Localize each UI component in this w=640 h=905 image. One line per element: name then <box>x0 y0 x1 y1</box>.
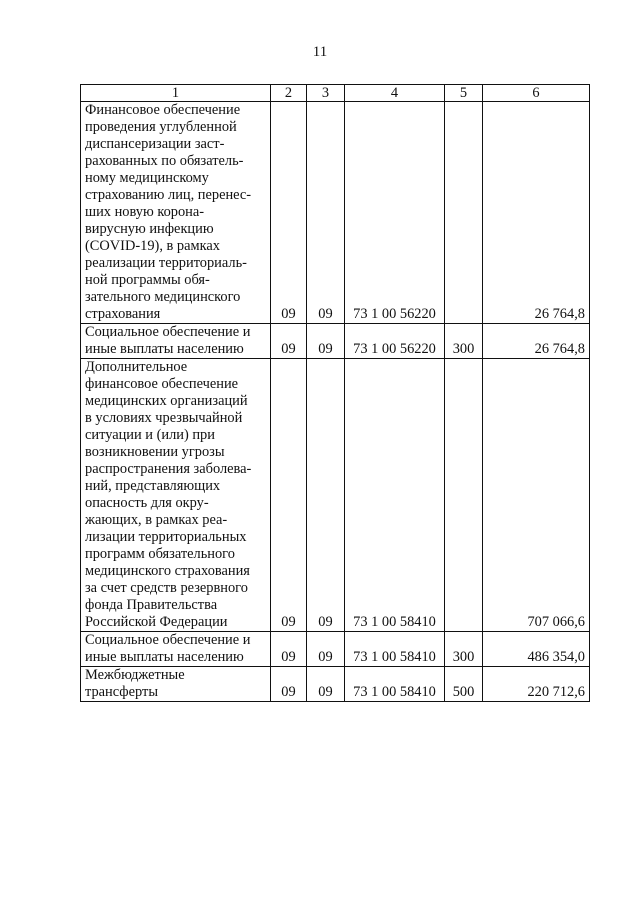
table-row <box>81 632 590 667</box>
row-amount: 220 712,6 <box>483 667 590 702</box>
description-line: за счет средств резервного <box>85 580 248 596</box>
description-line: страхованию лиц, перенес- <box>85 187 252 203</box>
description-line: диспансеризации заст- <box>85 136 225 152</box>
description-line: программ обязательного <box>85 546 235 562</box>
description-line: Социальное обеспечение и <box>85 632 251 648</box>
description-line: лизации территориальных <box>85 529 247 545</box>
row-expense-type: 500 <box>445 667 483 702</box>
description-line: иные выплаты населению <box>85 341 244 357</box>
table-body <box>81 102 590 702</box>
row-expense-type: 300 <box>445 632 483 667</box>
row-expense-type <box>445 359 483 632</box>
row-section: 09 <box>271 102 307 324</box>
table-row <box>81 667 590 702</box>
row-target-article: 73 1 00 58410 <box>345 667 445 702</box>
description-line: ситуации и (или) при <box>85 427 215 443</box>
row-target-article: 73 1 00 56220 <box>345 324 445 359</box>
row-description <box>81 102 271 324</box>
row-subsection: 09 <box>307 102 345 324</box>
description-line: жающих, в рамках реа- <box>85 512 228 528</box>
description-line: Финансовое обеспечение <box>85 102 241 118</box>
description-line: (COVID-19), в рамках <box>85 238 220 254</box>
row-section: 09 <box>271 324 307 359</box>
row-amount: 26 764,8 <box>483 102 590 324</box>
description-line: опасность для окру- <box>85 495 209 511</box>
description-line: медицинского страхования <box>85 563 250 579</box>
budget-table <box>80 84 590 702</box>
row-section: 09 <box>271 359 307 632</box>
description-line: трансферты <box>85 684 158 700</box>
header-row <box>81 85 590 102</box>
row-section: 09 <box>271 632 307 667</box>
description-line: Социальное обеспечение и <box>85 324 251 340</box>
header-col-2: 2 <box>271 85 307 102</box>
row-target-article: 73 1 00 58410 <box>345 632 445 667</box>
description-line: Межбюджетные <box>85 667 185 683</box>
description-line: ному медицинскому <box>85 170 209 186</box>
description-line: ной программы обя- <box>85 272 210 288</box>
description-line: проведения углубленной <box>85 119 237 135</box>
row-expense-type <box>445 102 483 324</box>
description-line: возникновении угрозы <box>85 444 225 460</box>
row-description <box>81 632 271 667</box>
description-line: зательного медицинского <box>85 289 241 305</box>
description-line: реализации территориаль- <box>85 255 247 271</box>
header-col-6: 6 <box>483 85 590 102</box>
description-line: медицинских организаций <box>85 393 248 409</box>
description-line: иные выплаты населению <box>85 649 244 665</box>
page-number: 11 <box>312 44 328 60</box>
row-subsection: 09 <box>307 632 345 667</box>
description-line: вирусную инфекцию <box>85 221 214 237</box>
description-line: рахованных по обязатель- <box>85 153 244 169</box>
header-col-3: 3 <box>307 85 345 102</box>
description-line: ний, представляющих <box>85 478 221 494</box>
description-line: Дополнительное <box>85 359 188 375</box>
row-expense-type: 300 <box>445 324 483 359</box>
table-row <box>81 102 590 324</box>
description-line: ших новую корона- <box>85 204 205 220</box>
row-subsection: 09 <box>307 359 345 632</box>
description-line: финансовое обеспечение <box>85 376 239 392</box>
row-subsection: 09 <box>307 667 345 702</box>
header-col-4: 4 <box>345 85 445 102</box>
table-row <box>81 324 590 359</box>
header-col-1: 1 <box>81 85 271 102</box>
row-amount: 486 354,0 <box>483 632 590 667</box>
row-amount: 707 066,6 <box>483 359 590 632</box>
row-amount: 26 764,8 <box>483 324 590 359</box>
row-section: 09 <box>271 667 307 702</box>
row-description <box>81 324 271 359</box>
description-line: в условиях чрезвычайной <box>85 410 243 426</box>
row-description <box>81 359 271 632</box>
description-line: страхования <box>85 306 161 322</box>
description-line: фонда Правительства <box>85 597 218 613</box>
row-target-article: 73 1 00 58410 <box>345 359 445 632</box>
header-col-5: 5 <box>445 85 483 102</box>
row-description <box>81 667 271 702</box>
row-target-article: 73 1 00 56220 <box>345 102 445 324</box>
description-line: Российской Федерации <box>85 614 228 630</box>
row-subsection: 09 <box>307 324 345 359</box>
description-line: распространения заболева- <box>85 461 252 477</box>
table-row <box>81 359 590 632</box>
